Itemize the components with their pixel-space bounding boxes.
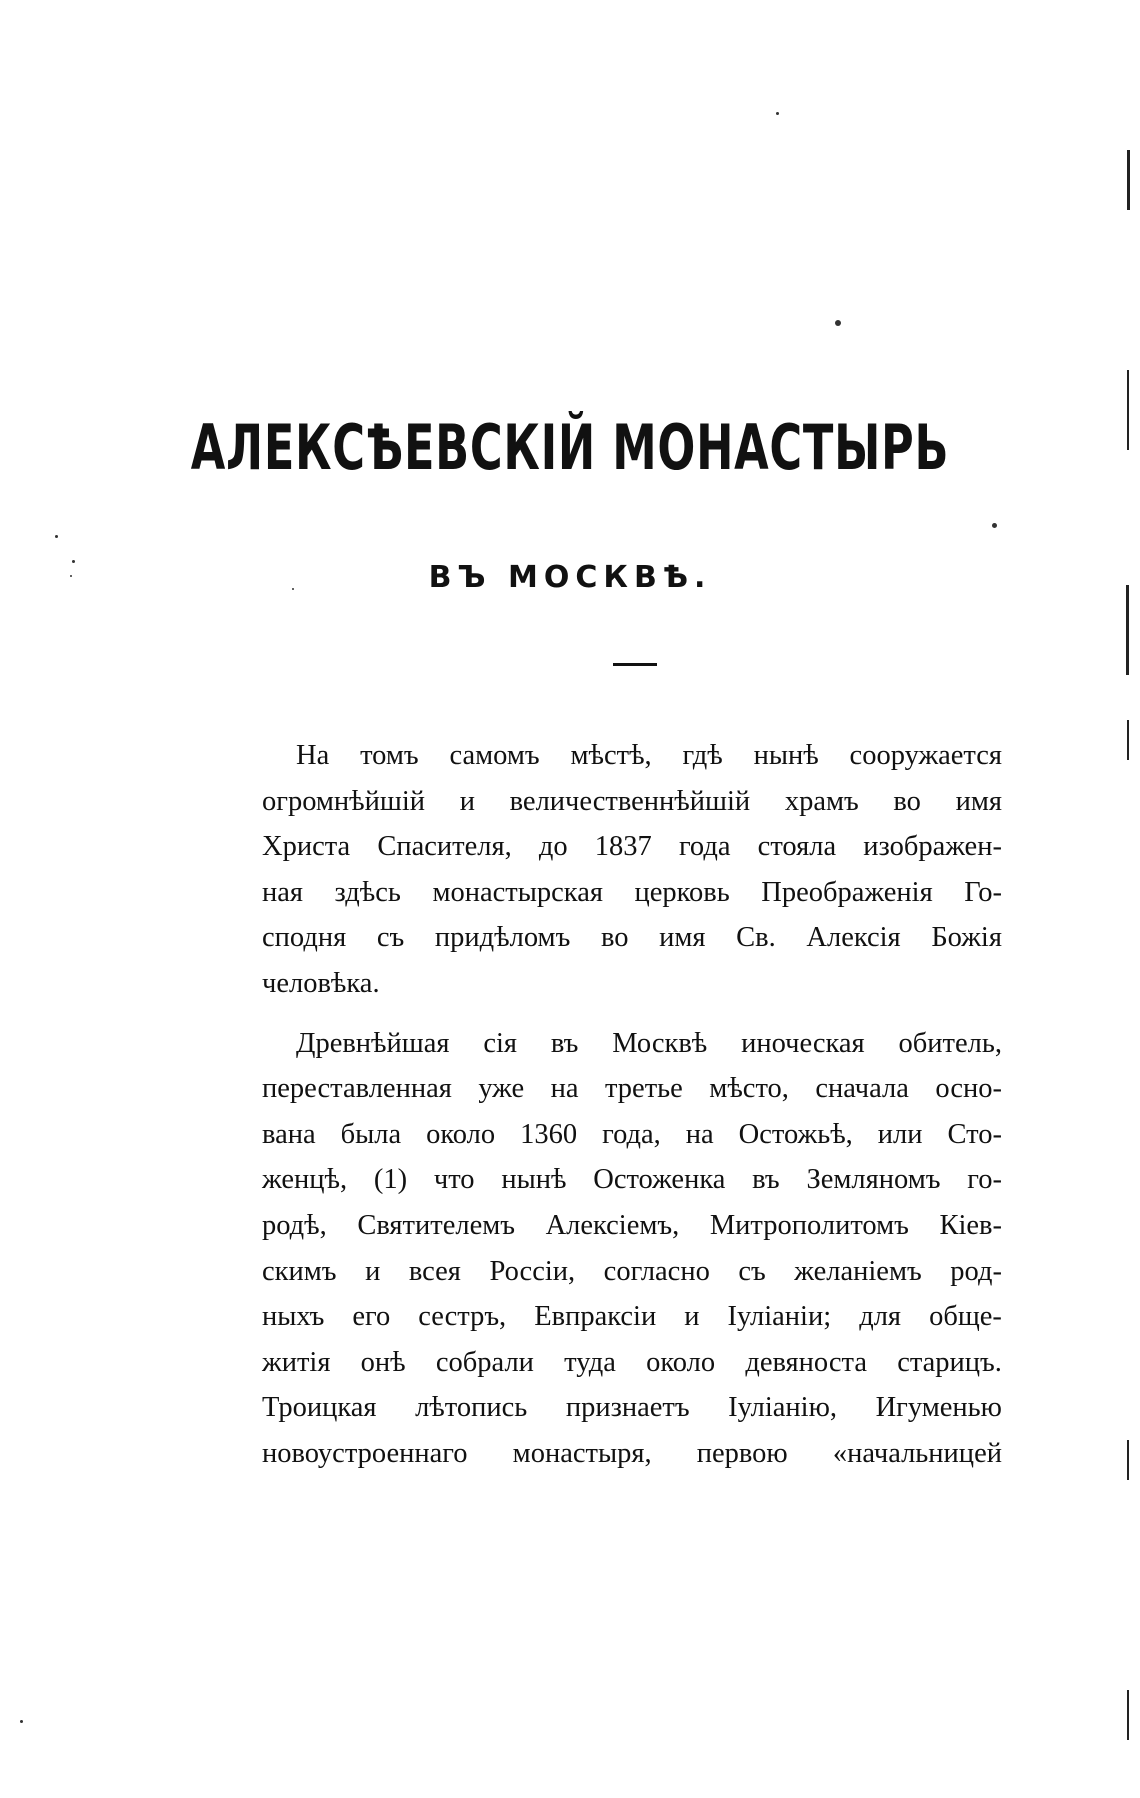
text-line: женцѣ, (1) что нынѣ Остоженка въ Земляномъ го-: [262, 1164, 1002, 1196]
text-line: переставленная уже на третье мѣсто, сначала осно-: [262, 1073, 1002, 1105]
scan-speck: [20, 1720, 23, 1723]
text-line: человѣка.: [262, 967, 380, 999]
scan-edge-mark: [1127, 1440, 1129, 1480]
text-line: родѣ, Святителемъ Алексіемъ, Митрополитомъ Кіев-: [262, 1209, 1002, 1241]
page-subtitle: ВЪ МОСКВѢ.: [428, 560, 712, 595]
scan-edge-mark: [1127, 1690, 1129, 1740]
scan-edge-mark: [1127, 150, 1130, 210]
title-rule: [613, 663, 657, 666]
text-line: житія онѣ собрали туда около девяноста старицъ.: [262, 1346, 1002, 1378]
text-line: Древнѣйшая сія въ Москвѣ иноческая обитель,: [296, 1027, 1002, 1059]
text-line: скимъ и всея Россіи, согласно съ желаніемъ род-: [262, 1255, 1002, 1287]
body-text: [262, 733, 1002, 1477]
page-title: АЛЕКСѢЕВСКІЙ МОНАСТЫРЬ: [190, 411, 950, 484]
text-line: ныхъ его сестръ, Евпраксіи и Іуліаніи; для обще-: [262, 1301, 1002, 1333]
scan-speck: [835, 320, 841, 326]
scan-edge-mark: [1126, 585, 1129, 675]
scan-edge-mark: [1127, 720, 1129, 760]
scan-speck: [55, 535, 58, 538]
text-line: вана была около 1360 года, на Остожьѣ, или Сто-: [262, 1118, 1002, 1150]
text-line: ная здѣсь монастырская церковь Преображенія Го-: [262, 876, 1002, 908]
scan-speck: [776, 112, 779, 115]
text-line: Христа Спасителя, до 1837 года стояла изображен-: [262, 831, 1002, 863]
text-line: сподня съ придѣломъ во имя Св. Алексія Божія: [262, 922, 1002, 954]
text-line: Троицкая лѣтопись признаетъ Іуліанію, Игуменью: [262, 1392, 1002, 1424]
scan-speck: [992, 523, 997, 528]
text-line: На томъ самомъ мѣстѣ, гдѣ нынѣ сооружается: [296, 740, 1002, 771]
scan-edge-mark: [1127, 370, 1129, 450]
text-line: огромнѣйшій и величественнѣйшій храмъ во имя: [262, 785, 1002, 817]
text-line: новоустроеннаго монастыря, первою «начальницей: [262, 1437, 1002, 1469]
